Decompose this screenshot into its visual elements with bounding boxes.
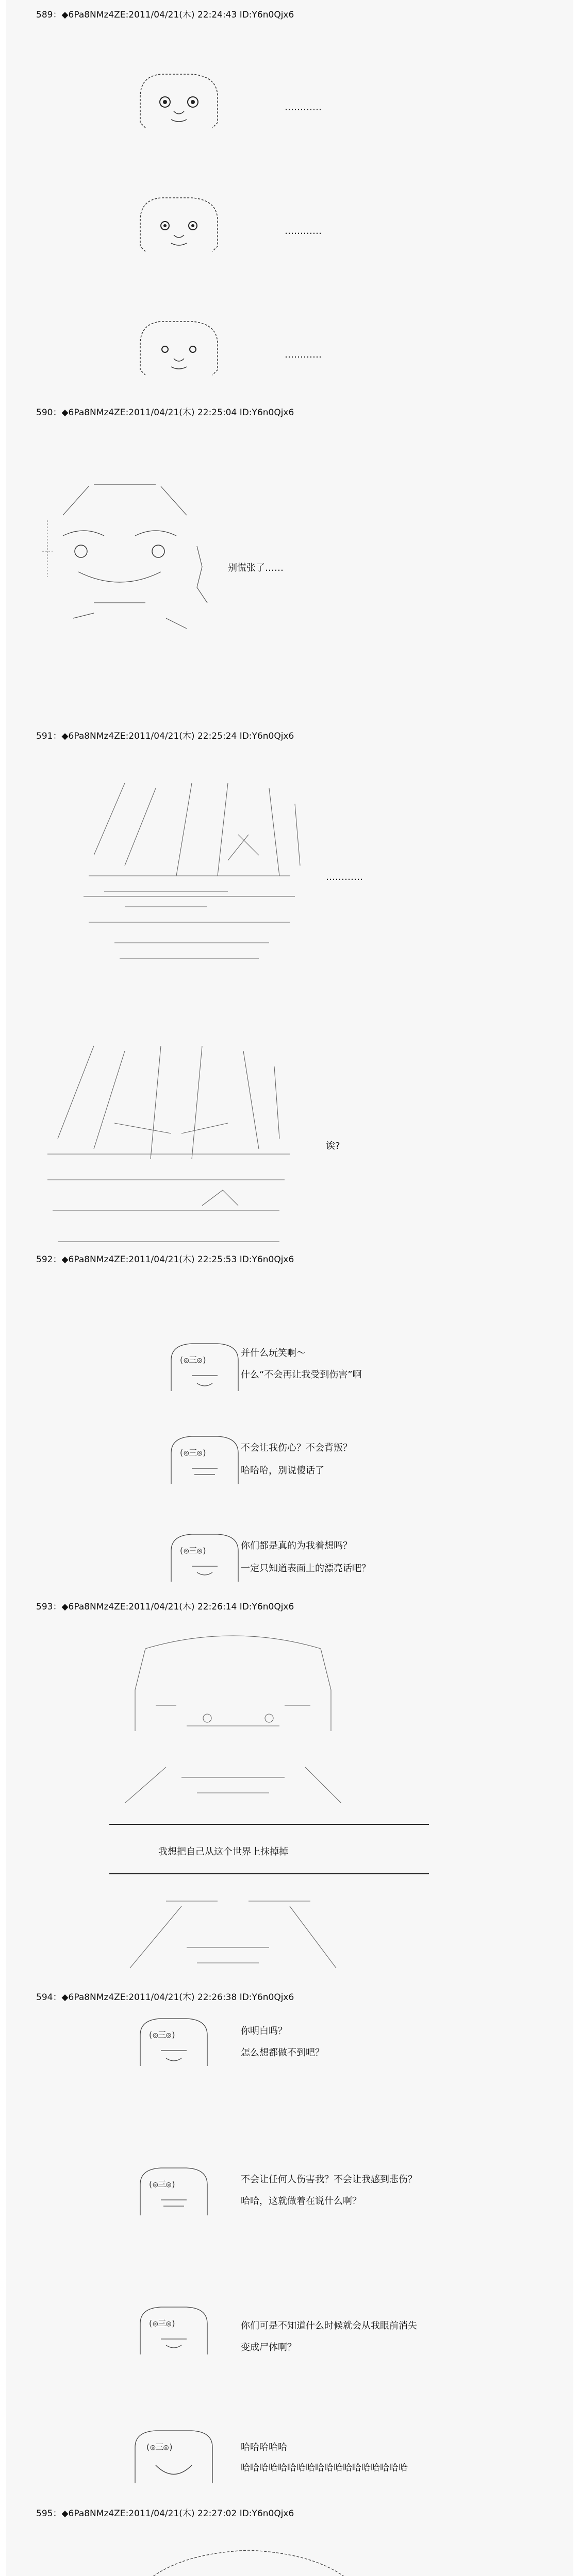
thread-page <box>6 0 573 2576</box>
dialogue-line: 并什么玩笑啊～ <box>241 1348 306 1359</box>
svg-text:(◎三◎): (◎三◎) <box>179 1546 207 1555</box>
character-art <box>73 773 310 969</box>
svg-text:(◎三◎): (◎三◎) <box>145 2442 174 2452</box>
dialogue-line: 不会让我伤心？不会背叛？ <box>241 1443 352 1453</box>
dialogue-line: ………… <box>285 349 322 360</box>
character-art <box>114 1628 352 1819</box>
post-header: 593：◆6Pa8NMz4ZE:2011/04/21(木) 22:26:14 ID:Y6n0Qjx6 <box>36 1602 294 1612</box>
svg-text:(◎三◎): (◎三◎) <box>148 2030 176 2040</box>
dialogue-line: 哈哈哈，别说傻话了 <box>241 1465 324 1476</box>
face-art <box>130 66 233 148</box>
svg-text:(◎三◎): (◎三◎) <box>179 1355 207 1365</box>
character-art <box>32 474 218 639</box>
post-header: 595：◆6Pa8NMz4ZE:2011/04/21(木) 22:27:02 ID:Y6n0Qjx6 <box>36 2509 294 2519</box>
face-art <box>130 2009 218 2081</box>
dialogue-line: 哈哈，这就做着在说什么啊？ <box>241 2196 361 2207</box>
face-art <box>130 2159 218 2231</box>
character-art <box>37 1036 305 1257</box>
dialogue-line: 诶? <box>326 1141 340 1151</box>
post-header: 591：◆6Pa8NMz4ZE:2011/04/21(木) 22:25:24 ID:Y6n0Qjx6 <box>36 731 294 741</box>
face-art <box>161 1334 248 1406</box>
post-header: 590：◆6Pa8NMz4ZE:2011/04/21(木) 22:25:04 ID:Y6n0Qjx6 <box>36 408 294 418</box>
svg-text:(◎三◎): (◎三◎) <box>148 2318 176 2328</box>
svg-text:(◎三◎): (◎三◎) <box>179 1448 207 1458</box>
face-art <box>130 190 233 272</box>
divider <box>109 1873 429 1874</box>
post-header: 594：◆6Pa8NMz4ZE:2011/04/21(木) 22:26:38 ID:Y6n0Qjx6 <box>36 1992 294 2003</box>
dialogue-line: 别慌张了…… <box>228 563 284 573</box>
dialogue-line: 变成尸体啊？ <box>241 2342 296 2353</box>
divider <box>109 1824 429 1825</box>
post-header: 589：◆6Pa8NMz4ZE:2011/04/21(木) 22:24:43 ID:Y6n0Qjx6 <box>36 10 294 20</box>
face-art <box>130 2298 218 2370</box>
post-header: 592：◆6Pa8NMz4ZE:2011/04/21(木) 22:25:53 ID:Y6n0Qjx6 <box>36 1255 294 1265</box>
face-art <box>125 2421 223 2499</box>
svg-text:(◎三◎): (◎三◎) <box>148 2179 176 2189</box>
face-art <box>161 1525 248 1597</box>
dialogue-line: 你们都是真的为我着想吗？ <box>241 1540 352 1551</box>
dialogue-line: ………… <box>285 102 322 113</box>
dialogue-line: 我想把自己从这个世界上抹掉掉 <box>158 1846 288 1857</box>
dialogue-line: 怎么想都做不到吧？ <box>241 2047 324 2058</box>
dialogue-line: ………… <box>326 872 363 883</box>
face-art <box>104 2545 393 2576</box>
dialogue-line: 不会让任何人伤害我？不会让我感到悲伤？ <box>241 2174 417 2185</box>
dialogue-line: 什么“不会再让我受到伤害”啊 <box>241 1369 362 1380</box>
dialogue-line: 哈哈哈哈哈哈哈哈哈哈哈哈哈哈哈哈哈哈 <box>241 2463 408 2473</box>
character-art <box>104 1886 362 1978</box>
dialogue-line: 一定只知道表面上的漂亮话吧？ <box>241 1563 371 1574</box>
face-art <box>130 313 233 396</box>
dialogue-line: ………… <box>285 226 322 236</box>
face-art <box>161 1427 248 1499</box>
dialogue-line: 你明白吗？ <box>241 2026 287 2037</box>
dialogue-line: 哈哈哈哈哈 <box>241 2442 287 2453</box>
dialogue-line: 你们可是不知道什么时候就会从我眼前消失 <box>241 2320 417 2331</box>
